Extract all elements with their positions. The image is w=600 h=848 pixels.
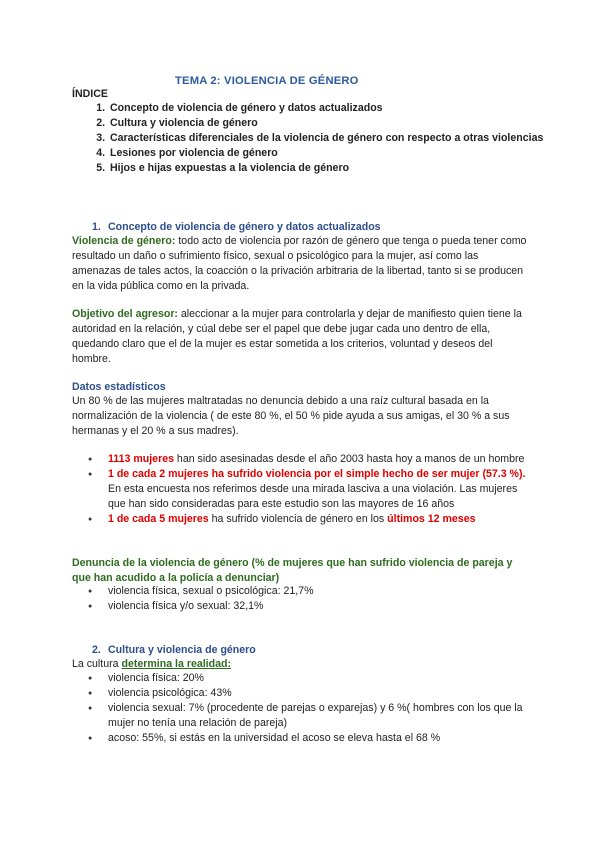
list-item: ● violencia física, sexual o psicológica: 21,7% (72, 584, 527, 599)
section-title: Cultura y violencia de género (108, 644, 256, 656)
list-item: ● acoso: 55%, si estás en la universidad el acoso se eleva hasta el 68 % (72, 731, 527, 746)
toc-item: 3. Características diferenciales de la violencia de género con respecto a otras violencias (108, 131, 548, 146)
highlight: 1 de cada 5 mujeres (108, 513, 209, 525)
definition-term: Violencia de género: (72, 235, 176, 247)
section-2-heading (92, 643, 256, 658)
list-item (72, 467, 527, 512)
list-item: ● violencia sexual: 7% (procedente de parejas o exparejas) y 6 %( hombres con los que la mujer no tenía una relación de pareja) (72, 701, 527, 731)
toc-item: 5. Hijos e hijas expuestas a la violencia de género (108, 161, 548, 176)
list-item: ● violencia física: 20% (72, 671, 527, 686)
stats-heading: Datos estadísticos (72, 381, 166, 393)
list-item (72, 452, 527, 467)
culture-list (72, 671, 527, 746)
intro-text: La cultura (72, 658, 122, 670)
item-text: ha sufrido violencia de género en los (208, 513, 388, 525)
list-item: ● violencia física y/o sexual: 32,1% (72, 599, 527, 614)
culture-intro (72, 657, 527, 672)
stats-paragraph: Un 80 % de las mujeres maltratadas no denuncia debido a una raíz cultural basada en la normalización de la violencia ( de este 80 %, el 50 % pide ayuda a sus amigas, el 30 % a sus hermanas y el 20 % a sus madres). (72, 395, 510, 437)
report-heading: Denuncia de la violencia de género (% de mujeres que han sufrido violencia de pareja y que han acudido a la policía a denunciar) (72, 557, 513, 584)
objective-text: aleccionar a la mujer para controlarla y dejar de manifiesto quien tiene la autoridad en la relación, y cúal debe ser el papel que debe jugar cada uno dentro de ella, quedando claro que el de la mujer es estar sometida a los criterios, voluntad y deseos del hombre. (72, 308, 522, 365)
stats-list (72, 452, 527, 527)
objective-term: Objetivo del agresor: (72, 308, 178, 320)
intro-link: determina la realidad: (121, 658, 231, 670)
item-text: En esta encuesta nos referimos desde una mirada lasciva a una violación. Las mujeres que han sido consideradas para este estudio son las mayores de 16 años (108, 483, 518, 510)
section-number: 2. (92, 644, 101, 656)
highlight: últimos 12 meses (387, 513, 476, 525)
table-of-contents (72, 101, 548, 176)
definition-paragraph (72, 234, 527, 294)
list-item (72, 512, 527, 527)
index-label: ÍNDICE (72, 88, 108, 100)
toc-item: 4. Lesiones por violencia de género (108, 146, 548, 161)
list-item: ● violencia psicológica: 43% (72, 686, 527, 701)
highlight: 1113 mujeres (108, 453, 174, 465)
toc-item: 2. Cultura y violencia de género (108, 116, 548, 131)
toc-item: 1. Concepto de violencia de género y datos actualizados (108, 101, 548, 116)
item-text: han sido asesinadas desde el año 2003 hasta hoy a manos de un hombre (173, 453, 525, 465)
highlight: 1 de cada 2 mujeres ha sufrido violencia por el simple hecho de ser mujer (57.3 %). (108, 468, 526, 480)
definition-text: todo acto de violencia por razón de género que tenga o pueda tener como resultado un daño o sufrimiento físico, sexual o psicológico para la mujer, así como las amenazas de tales actos, la coacción o la privación arbitraria de la libertad, tanto si se producen en la vida pública como en la privada. (72, 235, 527, 292)
document-title: TEMA 2: VIOLENCIA DE GÉNERO (175, 75, 359, 87)
section-number: 1. (92, 221, 101, 233)
objective-paragraph (72, 307, 527, 367)
section-title: Concepto de violencia de género y datos actualizados (108, 221, 381, 233)
report-list (72, 584, 527, 614)
section-1-heading (92, 220, 381, 235)
